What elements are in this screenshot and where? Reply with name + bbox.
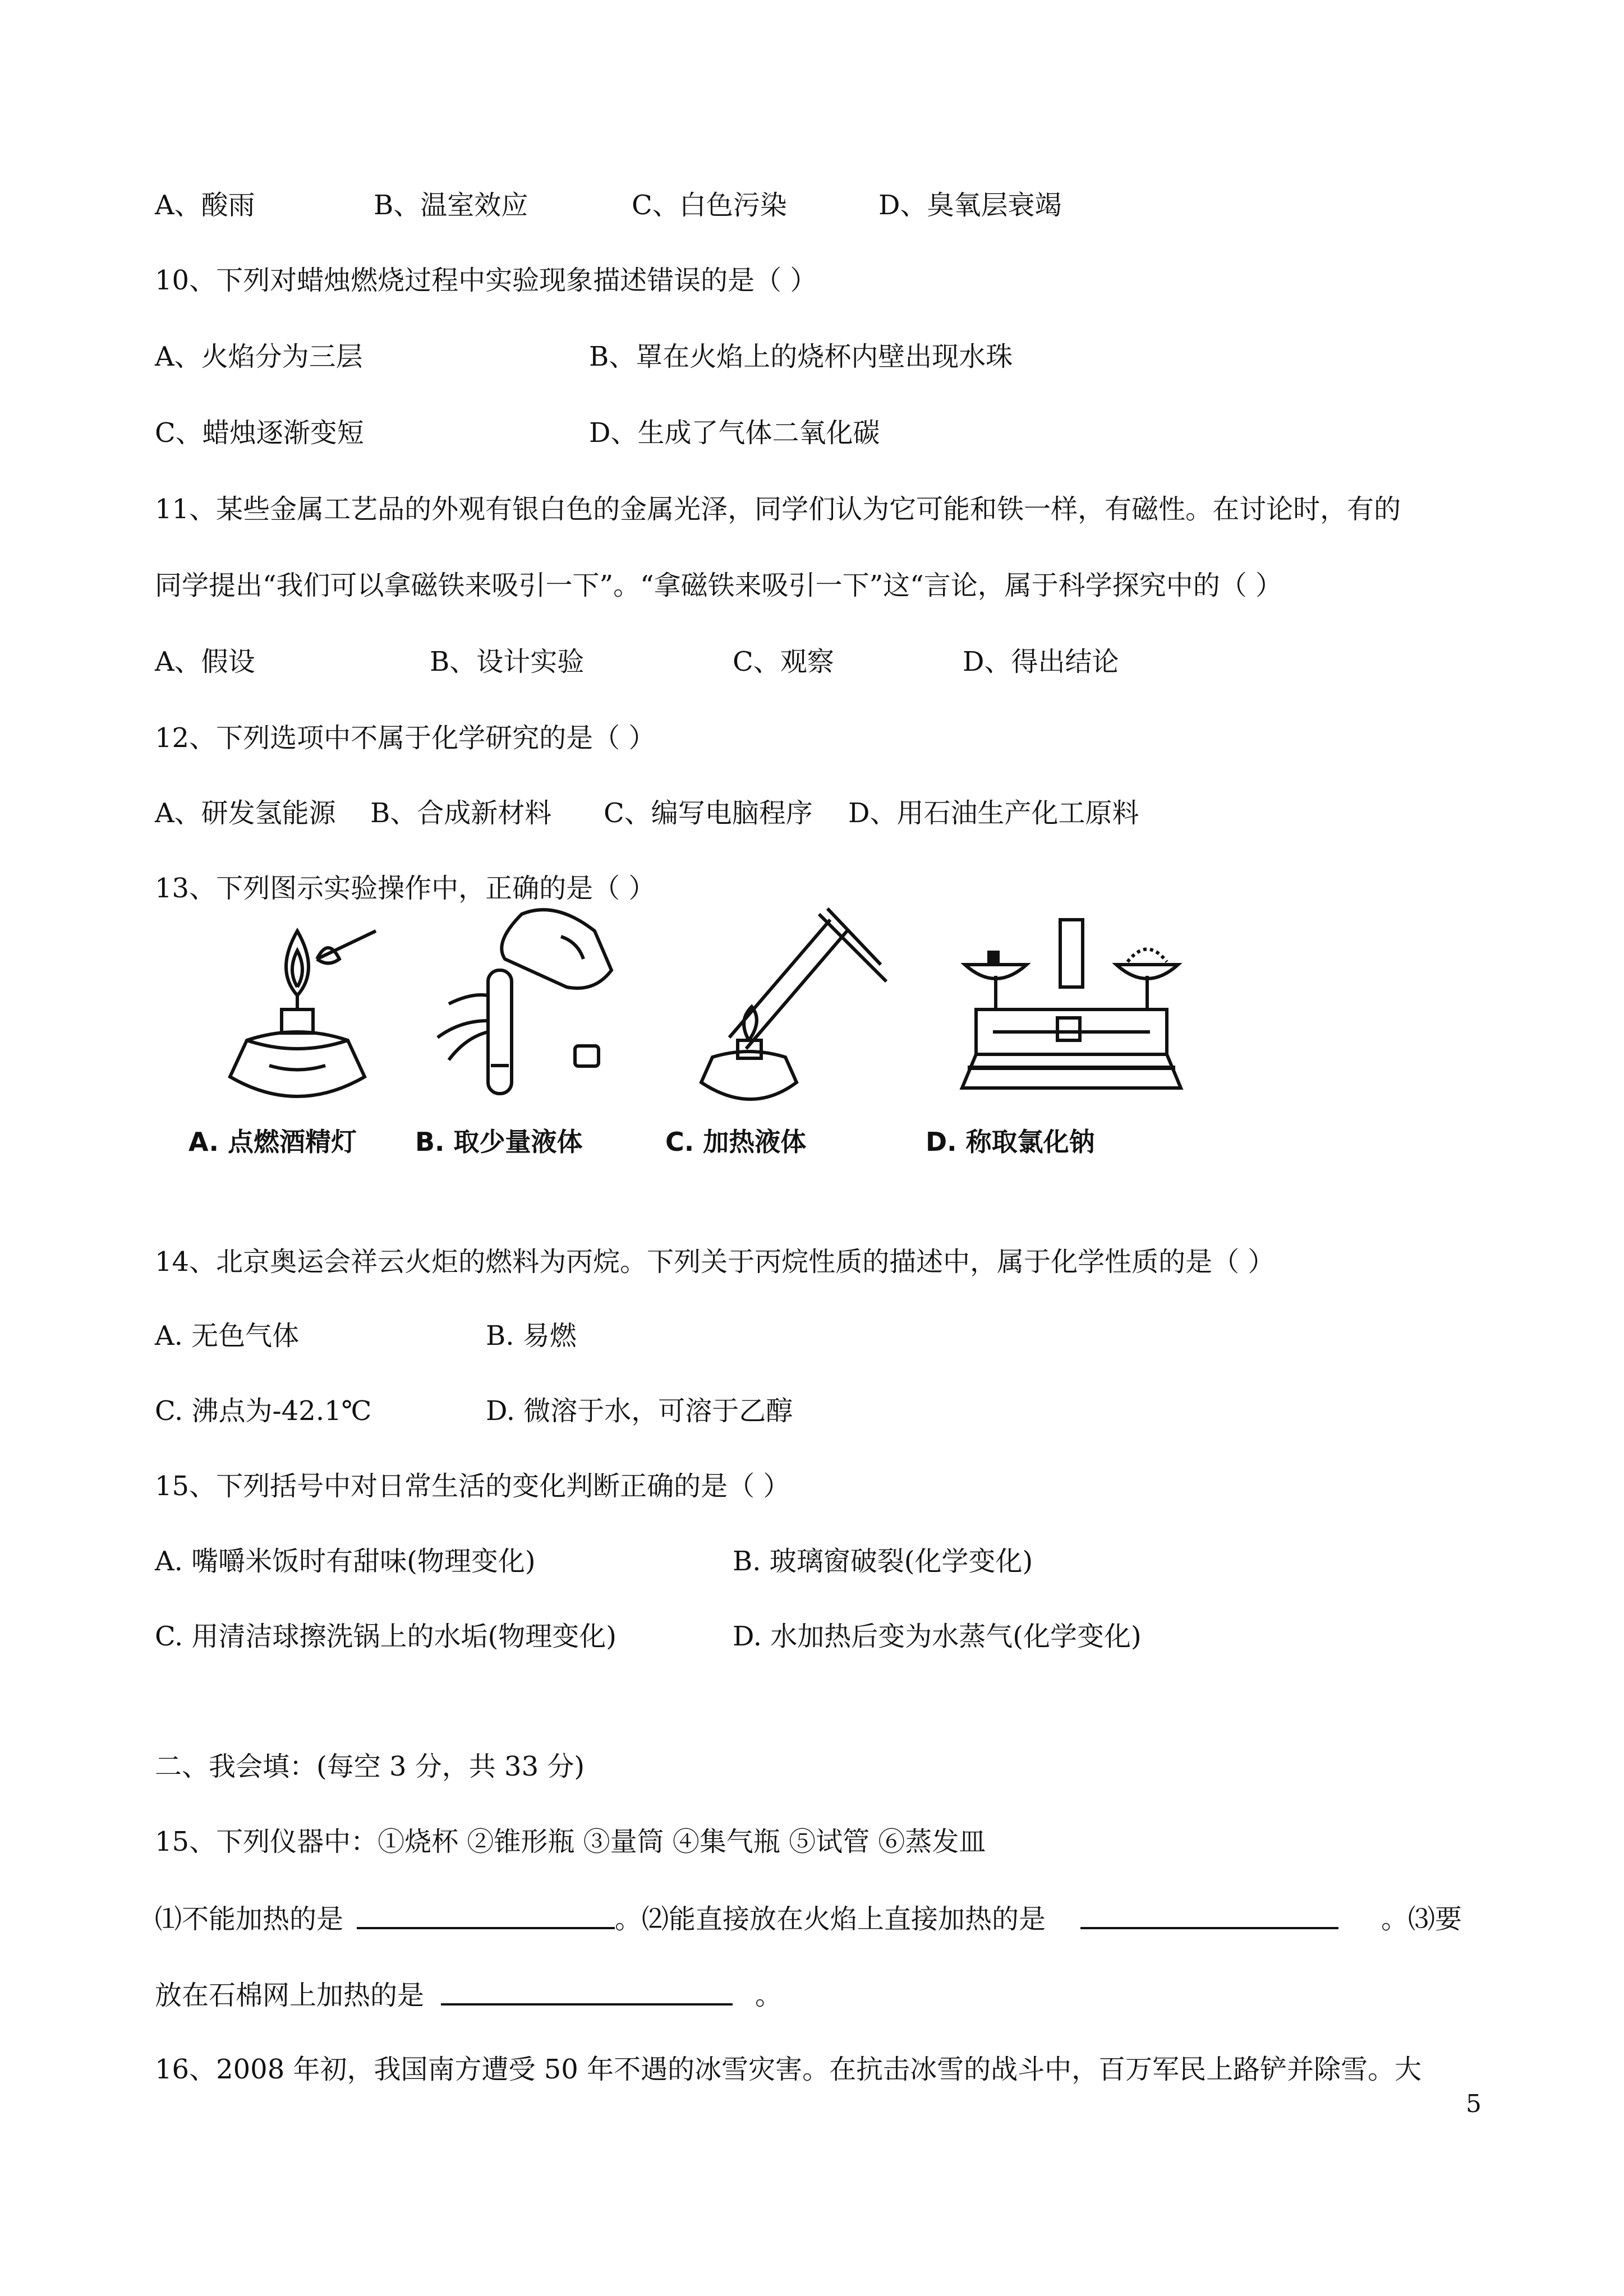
- q11-stem-line1: 11、某些金属工艺品的外观有银白色的金属光泽，同学们认为它可能和铁一样，有磁性。在讨论时，有的: [155, 494, 1401, 525]
- q10-option-c: C、蜡烛逐渐变短: [155, 417, 364, 449]
- q10-option-d: D、生成了气体二氧化碳: [589, 417, 880, 449]
- q12-option-c: C、编写电脑程序: [604, 797, 813, 829]
- alcohol-lamp-figure-a: [213, 897, 381, 1122]
- q12-option-b: B、合成新材料: [370, 797, 552, 829]
- q13-stem: 13、下列图示实验操作中，正确的是（ ）: [155, 873, 656, 904]
- q14-stem: 14、北京奥运会祥云火炬的燃料为丙烷。下列关于丙烷性质的描述中，属于化学性质的是（ ）: [155, 1246, 1275, 1278]
- q15-option-c: C. 用清洁球擦洗锅上的水垢(物理变化): [155, 1621, 617, 1652]
- q10-option-a: A、火焰分为三层: [155, 341, 363, 372]
- q11-option-c: C、观察: [733, 646, 834, 677]
- s2-q15-part2: 。⑵能直接放在火焰上直接加热的是: [615, 1903, 1046, 1935]
- q12-stem: 12、下列选项中不属于化学研究的是（ ）: [155, 722, 656, 754]
- balance-figure-d: [954, 897, 1189, 1122]
- figure-label-d: D. 称取氯化钠: [926, 1127, 1095, 1157]
- q11-stem-line2: 同学提出“我们可以拿磁铁来吸引一下”。“拿磁铁来吸引一下”这“言论，属于科学探究中的（ ）: [155, 570, 1282, 601]
- q10-option-b: B、罩在火焰上的烧杯内壁出现水珠: [589, 341, 1013, 372]
- page-number: 5: [1466, 2090, 1482, 2118]
- q14-option-a: A. 无色气体: [155, 1320, 300, 1352]
- figure-label-c: C. 加热液体: [665, 1127, 807, 1157]
- s2-q15-stem: 15、下列仪器中：①烧杯 ②锥形瓶 ③量筒 ④集气瓶 ⑤试管 ⑥蒸发皿: [155, 1826, 986, 1857]
- answer-blank-1[interactable]: [357, 1902, 615, 1937]
- q10-stem: 10、下列对蜡烛燃烧过程中实验现象描述错误的是（ ）: [155, 265, 817, 296]
- q11-option-b: B、设计实验: [430, 646, 585, 677]
- answer-blank-3[interactable]: [441, 1979, 733, 2013]
- s2-q15-part4: 放在石棉网上加热的是: [155, 1980, 425, 2011]
- s2-q15-part3: 。⑶要: [1381, 1903, 1462, 1935]
- q9-option-b: B、温室效应: [374, 190, 528, 221]
- q12-option-a: A、研发氢能源: [155, 797, 336, 829]
- q9-option-c: C、白色污染: [632, 190, 787, 221]
- q11-option-d: D、得出结论: [963, 646, 1119, 677]
- q9-option-a: A、酸雨: [155, 190, 255, 221]
- q12-option-d: D、用石油生产化工原料: [848, 797, 1139, 829]
- s2-q15-part5: 。: [755, 1980, 783, 2011]
- figure-label-b: B. 取少量液体: [415, 1127, 583, 1157]
- q15-option-b: B. 玻璃窗破裂(化学变化): [733, 1546, 1033, 1577]
- q14-option-b: B. 易燃: [486, 1320, 577, 1352]
- q15-stem: 15、下列括号中对日常生活的变化判断正确的是（ ）: [155, 1470, 790, 1502]
- q15-option-a: A. 嘴嚼米饭时有甜味(物理变化): [155, 1546, 536, 1577]
- q9-option-d: D、臭氧层衰竭: [878, 190, 1062, 221]
- q14-option-c: C. 沸点为-42.1℃: [155, 1395, 372, 1427]
- s2-q16-line1: 16、2008 年初，我国南方遭受 50 年不遇的冰雪灾害。在抗击冰雪的战斗中，百万军民上路铲并除雪。大: [155, 2054, 1422, 2085]
- q11-option-a: A、假设: [155, 646, 255, 677]
- answer-blank-2[interactable]: [1080, 1902, 1338, 1937]
- s2-q15-part1: ⑴不能加热的是: [155, 1903, 344, 1935]
- q14-option-d: D. 微溶于水，可溶于乙醇: [486, 1395, 793, 1427]
- figure-label-a: A. 点燃酒精灯: [188, 1127, 357, 1157]
- heating-liquid-figure-c: [690, 897, 892, 1122]
- q15-option-d: D. 水加热后变为水蒸气(化学变化): [733, 1621, 1142, 1652]
- section-2-heading: 二、我会填：(每空 3 分，共 33 分): [155, 1751, 585, 1782]
- pouring-liquid-figure-b: [426, 897, 628, 1122]
